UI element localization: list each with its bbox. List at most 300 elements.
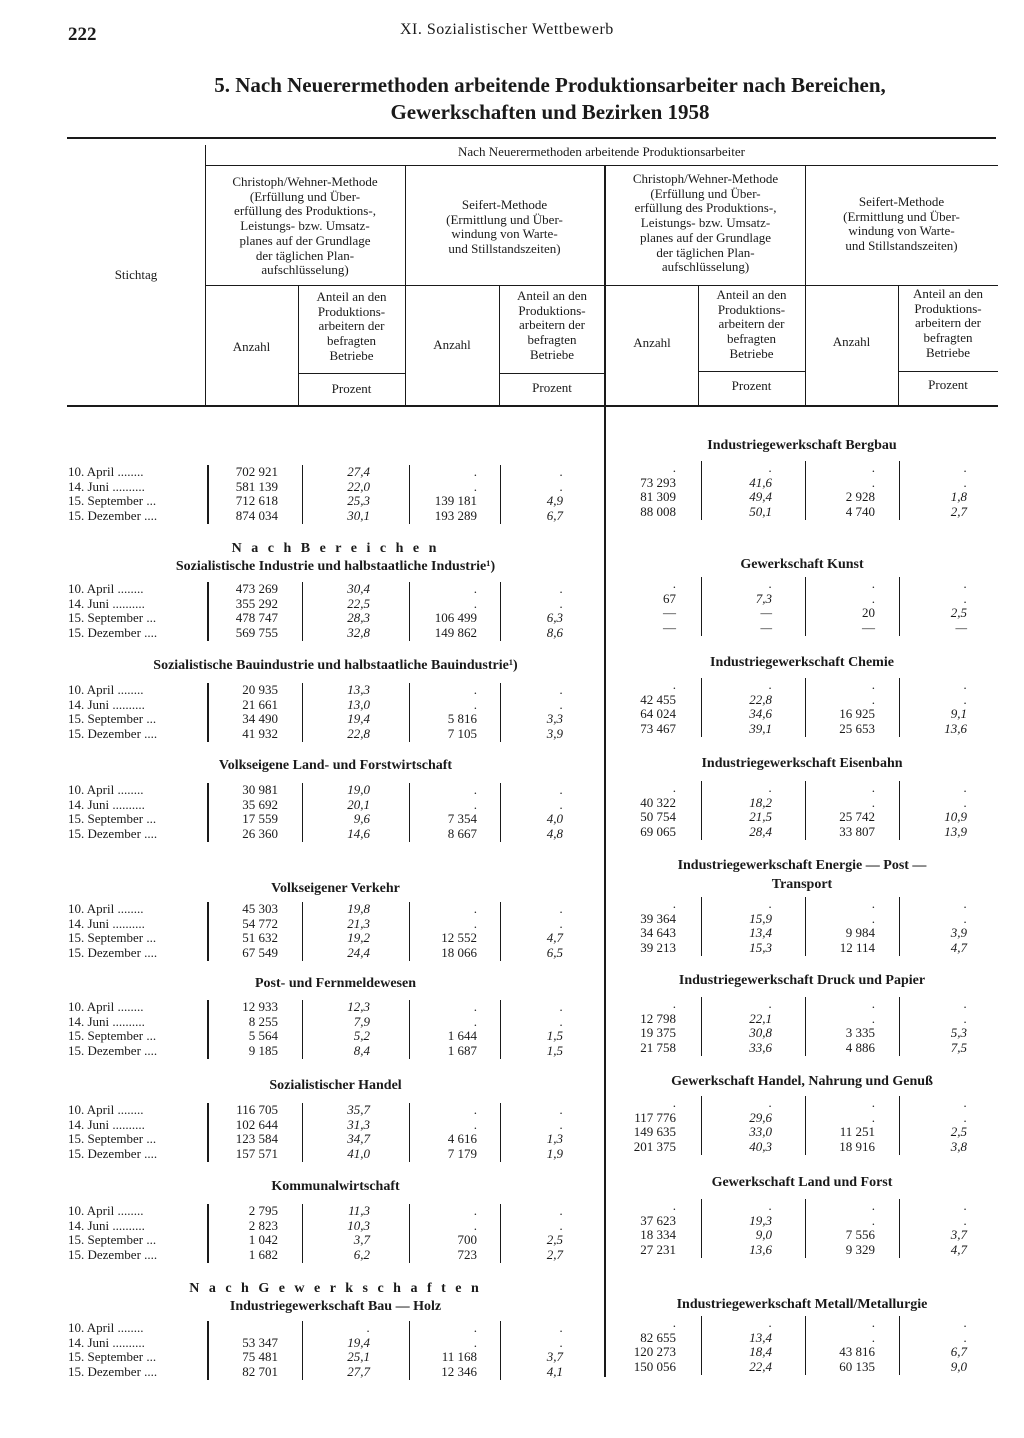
section-title: Industriegewerkschaft Druck und Papier bbox=[678, 973, 926, 988]
table-row bbox=[0, 678, 1024, 693]
anzahl-seifert: . bbox=[871, 474, 875, 490]
anzahl-cw: 712 618 bbox=[235, 493, 278, 509]
anzahl-seifert: . bbox=[473, 915, 477, 931]
anteil-cw: 31,3 bbox=[347, 1116, 370, 1132]
anteil-cw: 30,1 bbox=[347, 508, 370, 524]
anzahl-cw: 53 347 bbox=[242, 1334, 278, 1350]
anzahl-seifert: 33 807 bbox=[839, 824, 875, 840]
anzahl-seifert: 9 329 bbox=[845, 1242, 875, 1258]
header-line: Christoph/Wehner-Methode bbox=[632, 171, 779, 186]
anteil-cw: . bbox=[768, 996, 772, 1011]
group-bar bbox=[701, 577, 702, 636]
header-line: Leistungs- bzw. Umsatz- bbox=[640, 215, 771, 231]
section-title: Industriegewerkschaft Energie — Post — bbox=[677, 858, 927, 873]
header-line: Betriebe bbox=[729, 345, 774, 361]
anteil-seifert: . bbox=[559, 682, 563, 697]
anteil-seifert: . bbox=[559, 464, 563, 479]
date-label: 15. September ... bbox=[68, 930, 157, 946]
anteil-seifert: 3,8 bbox=[950, 1139, 967, 1155]
anzahl-seifert: . bbox=[871, 896, 875, 911]
anteil-seifert: 4,7 bbox=[950, 1242, 967, 1258]
anteil-cw: 22,8 bbox=[749, 691, 772, 707]
anteil-cw: 30,4 bbox=[347, 581, 370, 596]
table-row bbox=[0, 796, 1024, 811]
anzahl-seifert: 700 bbox=[457, 1232, 477, 1248]
anzahl-seifert: 16 925 bbox=[839, 706, 875, 722]
anzahl-seifert: . bbox=[871, 1315, 875, 1330]
table-row bbox=[0, 1214, 1024, 1229]
table-row bbox=[0, 1125, 1024, 1140]
header-line: arbeitern der bbox=[718, 316, 785, 332]
anteil-cw: 32,8 bbox=[347, 625, 370, 641]
group-bar bbox=[805, 1096, 806, 1155]
anteil-cw: 25,3 bbox=[347, 493, 370, 509]
section-title: Volkseigener Verkehr bbox=[271, 881, 400, 896]
anteil-seifert: . bbox=[963, 1212, 967, 1228]
anteil-seifert: . bbox=[963, 1315, 967, 1330]
date-label: 15. Dezember .... bbox=[68, 826, 158, 842]
cw-method-header bbox=[205, 175, 405, 278]
anzahl-cw: 21 758 bbox=[640, 1040, 676, 1056]
anzahl-cw: 34 643 bbox=[640, 925, 676, 941]
anzahl-seifert: 12 114 bbox=[839, 940, 875, 956]
table-row bbox=[0, 1096, 1024, 1111]
date-label: 15. Dezember .... bbox=[68, 726, 158, 742]
anteil-seifert: . bbox=[559, 1116, 563, 1132]
anteil-cw: 19,4 bbox=[347, 1334, 370, 1350]
anzahl-cw: 569 755 bbox=[235, 625, 278, 641]
anteil-cw: 13,4 bbox=[749, 1329, 772, 1345]
anzahl-seifert: . bbox=[871, 996, 875, 1011]
prozent-label-2: Prozent bbox=[532, 380, 572, 395]
anteil-cw: 18,4 bbox=[749, 1344, 772, 1360]
anzahl-cw: . bbox=[672, 896, 676, 911]
anzahl-seifert: . bbox=[473, 796, 477, 812]
anzahl-label-1: Anzahl bbox=[232, 339, 271, 354]
header-line: Seifert-Methode bbox=[461, 197, 548, 212]
anteil-cw: 19,2 bbox=[347, 930, 370, 946]
anzahl-seifert: . bbox=[473, 1203, 477, 1218]
anteil-cw: 28,3 bbox=[347, 610, 370, 626]
anzahl-cw: 39 213 bbox=[640, 940, 676, 956]
anzahl-seifert: . bbox=[473, 581, 477, 596]
date-label: 14. Juni .......... bbox=[68, 1116, 145, 1132]
table-title-line2: Gewerkschaften und Bezirken 1958 bbox=[390, 100, 710, 124]
anteil-seifert: . bbox=[963, 896, 967, 911]
section-subtitle: Transport bbox=[771, 877, 833, 892]
header-line: Betriebe bbox=[925, 344, 971, 360]
anzahl-seifert: . bbox=[871, 910, 875, 926]
anteil-seifert: 2,7 bbox=[546, 1247, 563, 1263]
anzahl-seifert: 193 289 bbox=[434, 508, 477, 524]
anteil-cw: 13,4 bbox=[749, 925, 772, 941]
anteil-label-4 bbox=[898, 287, 998, 361]
anzahl-seifert: 149 862 bbox=[434, 625, 477, 641]
anzahl-cw: 50 754 bbox=[640, 809, 676, 825]
anteil-cw: 6,2 bbox=[353, 1247, 370, 1263]
anteil-label-2 bbox=[499, 289, 605, 363]
table-row bbox=[0, 592, 1024, 607]
section-title: Kommunalwirtschaft bbox=[271, 1179, 400, 1194]
anzahl-seifert: — bbox=[862, 620, 875, 636]
header-line: befragten bbox=[527, 332, 577, 348]
table-row bbox=[0, 997, 1024, 1012]
anzahl-label-2: Anzahl bbox=[433, 337, 471, 352]
anteil-seifert: 4,9 bbox=[546, 493, 563, 509]
cw-method-header-2 bbox=[606, 172, 805, 275]
anzahl-cw: 149 635 bbox=[633, 1124, 676, 1140]
anteil-cw: . bbox=[366, 1320, 370, 1335]
section-title: Industriegewerkschaft Eisenbahn bbox=[701, 756, 903, 771]
anzahl-cw: 478 747 bbox=[235, 610, 278, 626]
anzahl-cw: 116 705 bbox=[236, 1102, 278, 1117]
date-label: 15. September ... bbox=[68, 1349, 157, 1365]
section-title: Gewerkschaft Kunst bbox=[740, 557, 864, 572]
group-bar bbox=[899, 1199, 900, 1258]
table-row bbox=[0, 1228, 1024, 1243]
anteil-cw: . bbox=[768, 780, 772, 795]
group-bar bbox=[899, 461, 900, 520]
date-label: 15. Dezember .... bbox=[68, 1043, 158, 1059]
anzahl-cw: 2 795 bbox=[248, 1203, 278, 1218]
anteil-cw: 13,6 bbox=[749, 1242, 772, 1258]
date-label: 14. Juni .......... bbox=[68, 595, 145, 611]
date-label: 10. April ........ bbox=[68, 581, 144, 596]
anteil-cw: 13,0 bbox=[347, 696, 370, 712]
anteil-label-3 bbox=[698, 288, 805, 362]
group-bar bbox=[701, 461, 702, 520]
prozent-rule-1 bbox=[298, 373, 405, 374]
anzahl-seifert: . bbox=[871, 780, 875, 795]
anteil-cw: . bbox=[768, 1095, 772, 1110]
date-label: 10. April ........ bbox=[68, 782, 144, 797]
anzahl-seifert: . bbox=[871, 576, 875, 591]
anzahl-cw: . bbox=[672, 780, 676, 795]
anteil-seifert: . bbox=[963, 677, 967, 692]
anteil-seifert: 13,6 bbox=[944, 721, 967, 737]
table-row bbox=[0, 1111, 1024, 1126]
anzahl-seifert: 4 740 bbox=[845, 504, 875, 520]
anteil-cw: 22,0 bbox=[347, 478, 370, 494]
anteil-cw: 15,3 bbox=[749, 940, 772, 956]
anteil-seifert: 4,7 bbox=[546, 930, 563, 946]
anzahl-cw: 51 632 bbox=[242, 930, 278, 946]
anzahl-seifert: 11 168 bbox=[441, 1349, 477, 1365]
anzahl-seifert: 9 984 bbox=[845, 925, 875, 941]
anzahl-cw: 69 065 bbox=[640, 824, 676, 840]
group-bar bbox=[805, 1199, 806, 1258]
table-row bbox=[0, 1331, 1024, 1346]
section-subtitle: Sozialistische Industrie und halbstaatliche Industrie¹) bbox=[175, 559, 496, 574]
anteil-seifert: 2,7 bbox=[950, 504, 967, 520]
anteil-cw: 10,3 bbox=[347, 1217, 370, 1233]
header-line: Anteil an den bbox=[316, 289, 387, 304]
seifert-method-header bbox=[405, 198, 604, 257]
anteil-seifert: . bbox=[559, 999, 563, 1014]
anzahl-cw: 73 293 bbox=[640, 474, 676, 490]
anteil-seifert: . bbox=[559, 478, 563, 494]
group-bar bbox=[805, 461, 806, 520]
anteil-seifert: . bbox=[963, 691, 967, 707]
date-label: 10. April ........ bbox=[68, 1320, 144, 1335]
date-label: 15. Dezember .... bbox=[68, 1247, 158, 1263]
header-line: windung von Warte- bbox=[451, 226, 558, 242]
anzahl-seifert: 723 bbox=[457, 1247, 477, 1263]
group-bar bbox=[899, 997, 900, 1056]
date-label: 14. Juni .......... bbox=[68, 1217, 145, 1233]
anteil-cw: 9,6 bbox=[353, 811, 370, 827]
anteil-cw: . bbox=[768, 1315, 772, 1330]
group-bar bbox=[701, 1316, 702, 1375]
table-row bbox=[0, 1041, 1024, 1056]
anteil-seifert: — bbox=[955, 620, 967, 636]
header-line: windung von Warte- bbox=[848, 223, 955, 239]
header-line: (Erfüllung und Über- bbox=[650, 185, 761, 201]
anteil-label-1 bbox=[298, 290, 405, 364]
anzahl-cw: 82 655 bbox=[640, 1329, 676, 1345]
anzahl-cw: 12 933 bbox=[242, 999, 278, 1014]
section-title: Industriegewerkschaft Bergbau bbox=[707, 438, 897, 453]
anteil-cw: 35,7 bbox=[347, 1102, 370, 1117]
seifert-method-header-2 bbox=[805, 195, 998, 254]
header-line: arbeitern der bbox=[914, 315, 982, 331]
anzahl-cw: 64 024 bbox=[640, 706, 676, 722]
anteil-seifert: . bbox=[963, 1010, 967, 1026]
anzahl-seifert: . bbox=[473, 464, 477, 479]
anteil-cw: 20,1 bbox=[347, 796, 370, 812]
anteil-cw: 27,4 bbox=[347, 464, 370, 479]
anteil-seifert: 1,5 bbox=[546, 1043, 563, 1059]
section-title: N a c h B e r e i c h e n bbox=[231, 541, 440, 556]
anzahl-seifert: 25 742 bbox=[839, 809, 875, 825]
table-row bbox=[0, 1012, 1024, 1027]
anteil-seifert: 6,7 bbox=[950, 1344, 967, 1360]
anzahl-seifert: . bbox=[871, 691, 875, 707]
section-subtitle: Industriegewerkschaft Bau — Holz bbox=[229, 1299, 442, 1314]
anteil-cw: 19,4 bbox=[347, 711, 370, 727]
header-line: Produktions- bbox=[914, 300, 982, 316]
anzahl-seifert: . bbox=[871, 1109, 875, 1125]
anzahl-cw: 1 682 bbox=[248, 1247, 278, 1263]
section-title: Gewerkschaft Handel, Nahrung und Genuß bbox=[671, 1074, 933, 1089]
anzahl-seifert: . bbox=[473, 696, 477, 712]
table-row bbox=[0, 476, 1024, 491]
anzahl-cw: 35 692 bbox=[242, 796, 278, 812]
header-rule-top bbox=[205, 165, 998, 166]
header-line: befragten bbox=[923, 330, 973, 346]
anteil-seifert: . bbox=[963, 794, 967, 810]
anzahl-seifert: 18 066 bbox=[441, 945, 477, 961]
anzahl-cw: 117 776 bbox=[634, 1109, 676, 1125]
header-line: der täglichen Plan- bbox=[255, 247, 355, 263]
anteil-cw: 7,3 bbox=[755, 590, 772, 606]
anteil-seifert: . bbox=[963, 474, 967, 490]
group-bar bbox=[805, 678, 806, 737]
anzahl-seifert: . bbox=[473, 1102, 477, 1117]
anzahl-cw: 473 269 bbox=[235, 581, 278, 596]
table-row bbox=[0, 912, 1024, 927]
anzahl-seifert: 5 816 bbox=[447, 711, 477, 727]
date-label: 15. Dezember .... bbox=[68, 1364, 158, 1380]
header-line: (Ermittlung und Über- bbox=[843, 208, 960, 224]
anzahl-seifert: 18 916 bbox=[839, 1139, 875, 1155]
group-bar bbox=[899, 1316, 900, 1375]
anteil-seifert: . bbox=[559, 581, 563, 596]
top-rule bbox=[67, 137, 996, 139]
date-label: 10. April ........ bbox=[68, 1203, 144, 1218]
date-label: 15. September ... bbox=[68, 1028, 157, 1044]
prozent-rule-4 bbox=[898, 371, 998, 372]
anzahl-cw: 34 490 bbox=[242, 711, 278, 727]
anteil-seifert: . bbox=[963, 1198, 967, 1213]
anteil-cw: 8,4 bbox=[353, 1043, 370, 1059]
header-line: Anteil an den bbox=[912, 286, 984, 301]
section-title: Post- und Fernmeldewesen bbox=[255, 976, 416, 991]
anteil-cw: 19,3 bbox=[749, 1212, 772, 1228]
anteil-cw: 7,9 bbox=[353, 1013, 370, 1029]
anzahl-seifert: . bbox=[473, 595, 477, 611]
header-line: Produktions- bbox=[717, 301, 786, 317]
anteil-cw: 39,1 bbox=[749, 721, 772, 737]
anzahl-cw: 42 455 bbox=[640, 691, 676, 707]
anzahl-cw: . bbox=[672, 576, 676, 591]
anteil-seifert: 1,9 bbox=[546, 1146, 563, 1162]
anteil-cw: 28,4 bbox=[749, 824, 772, 840]
anteil-cw: 22,8 bbox=[347, 726, 370, 742]
anzahl-cw: 150 056 bbox=[633, 1359, 676, 1375]
group-bar bbox=[701, 897, 702, 956]
date-label: 15. September ... bbox=[68, 811, 157, 827]
anzahl-seifert: . bbox=[473, 999, 477, 1014]
anteil-cw: 33,6 bbox=[749, 1040, 772, 1056]
anteil-seifert: . bbox=[559, 1013, 563, 1029]
anteil-cw: 12,3 bbox=[347, 999, 370, 1014]
group-bar bbox=[701, 781, 702, 840]
anteil-seifert: . bbox=[963, 996, 967, 1011]
anteil-seifert: . bbox=[963, 1095, 967, 1110]
table-row bbox=[0, 621, 1024, 636]
anzahl-cw: 27 231 bbox=[640, 1242, 676, 1258]
anzahl-cw: 5 564 bbox=[248, 1028, 278, 1044]
anteil-seifert: . bbox=[559, 1320, 563, 1335]
anteil-cw: 24,4 bbox=[347, 945, 370, 961]
anteil-seifert: 2,5 bbox=[950, 605, 967, 621]
anteil-seifert: 3,7 bbox=[546, 1349, 563, 1365]
header-line: Anteil an den bbox=[716, 287, 787, 302]
anteil-seifert: 5,3 bbox=[950, 1025, 967, 1041]
group-bar bbox=[701, 1096, 702, 1155]
group-bar bbox=[805, 1316, 806, 1375]
anteil-cw: 22,1 bbox=[749, 1010, 772, 1026]
running-head: XI. Sozialistischer Wettbewerb bbox=[400, 21, 614, 38]
section-title: Volkseigene Land- und Forstwirtschaft bbox=[218, 758, 453, 773]
anteil-cw: 34,6 bbox=[749, 706, 772, 722]
anteil-cw: 13,3 bbox=[347, 682, 370, 697]
header-line: Anteil an den bbox=[516, 288, 588, 303]
header-line: und Stillstandszeiten) bbox=[845, 238, 958, 254]
anzahl-cw: 37 623 bbox=[640, 1212, 676, 1228]
date-label: 15. Dezember .... bbox=[68, 508, 158, 524]
anteil-cw: 19,8 bbox=[347, 901, 370, 916]
anzahl-seifert: 60 135 bbox=[839, 1359, 875, 1375]
anzahl-seifert: . bbox=[473, 682, 477, 697]
anzahl-seifert: 7 105 bbox=[447, 726, 477, 742]
anteil-seifert: 3,9 bbox=[546, 726, 563, 742]
anzahl-cw: 1 042 bbox=[248, 1232, 278, 1248]
date-label: 10. April ........ bbox=[68, 1102, 144, 1117]
anzahl-cw: 17 559 bbox=[242, 811, 278, 827]
anzahl-seifert: 12 552 bbox=[441, 930, 477, 946]
group-bar bbox=[805, 997, 806, 1056]
table-row bbox=[0, 722, 1024, 737]
anzahl-seifert: 139 181 bbox=[434, 493, 477, 509]
anzahl-seifert: . bbox=[473, 1116, 477, 1132]
anzahl-cw: — bbox=[663, 620, 676, 636]
anzahl-cw: 41 932 bbox=[242, 726, 278, 742]
anteil-cw: 5,2 bbox=[353, 1028, 370, 1044]
anteil-cw: . bbox=[768, 677, 772, 692]
anteil-seifert: 2,5 bbox=[546, 1232, 563, 1248]
anteil-seifert: . bbox=[559, 782, 563, 797]
anteil-seifert: . bbox=[559, 796, 563, 812]
anteil-cw: 11,3 bbox=[348, 1203, 370, 1218]
anteil-seifert: . bbox=[559, 1217, 563, 1233]
anzahl-seifert: 1 687 bbox=[447, 1043, 477, 1059]
anteil-cw: 22,5 bbox=[347, 595, 370, 611]
anteil-cw: 14,6 bbox=[347, 826, 370, 842]
table-row bbox=[0, 1199, 1024, 1214]
prozent-label-3: Prozent bbox=[731, 378, 772, 393]
date-label: 15. September ... bbox=[68, 1232, 157, 1248]
anzahl-cw: 39 364 bbox=[640, 910, 676, 926]
header-line: befragten bbox=[726, 331, 777, 347]
anzahl-seifert: 2 928 bbox=[845, 489, 875, 505]
anzahl-seifert: . bbox=[871, 590, 875, 606]
anzahl-cw: 702 921 bbox=[235, 464, 278, 479]
anzahl-cw: 874 034 bbox=[235, 508, 278, 524]
anteil-seifert: 9,0 bbox=[950, 1359, 967, 1375]
anteil-cw: 50,1 bbox=[749, 504, 772, 520]
table-row bbox=[0, 505, 1024, 520]
anzahl-seifert: . bbox=[871, 1010, 875, 1026]
table-row bbox=[0, 461, 1024, 476]
anzahl-cw: 81 309 bbox=[640, 489, 676, 505]
table-row bbox=[0, 897, 1024, 912]
anteil-cw: 15,9 bbox=[749, 910, 772, 926]
anteil-seifert: . bbox=[963, 590, 967, 606]
page-number: 222 bbox=[68, 24, 97, 45]
anzahl-seifert: . bbox=[871, 677, 875, 692]
anteil-cw: 21,5 bbox=[749, 809, 772, 825]
date-label: 15. Dezember .... bbox=[68, 625, 158, 641]
anzahl-seifert: 106 499 bbox=[434, 610, 477, 626]
group-bar bbox=[899, 577, 900, 636]
anzahl-cw: — bbox=[663, 605, 676, 621]
anzahl-cw: 18 334 bbox=[640, 1227, 676, 1243]
header-line: Christoph/Wehner-Methode bbox=[232, 174, 378, 189]
header-line: (Erfüllung und Über- bbox=[249, 188, 361, 204]
anteil-cw: 9,0 bbox=[755, 1227, 772, 1243]
anteil-seifert: 6,5 bbox=[546, 945, 563, 961]
anzahl-cw: 20 935 bbox=[242, 682, 278, 697]
table-row bbox=[0, 693, 1024, 708]
table-row bbox=[0, 926, 1024, 941]
anzahl-seifert: 7 556 bbox=[845, 1227, 875, 1243]
group-bar bbox=[701, 678, 702, 737]
anzahl-seifert: . bbox=[871, 1095, 875, 1110]
date-label: 14. Juni .......... bbox=[68, 796, 145, 812]
anteil-seifert: . bbox=[963, 1329, 967, 1345]
